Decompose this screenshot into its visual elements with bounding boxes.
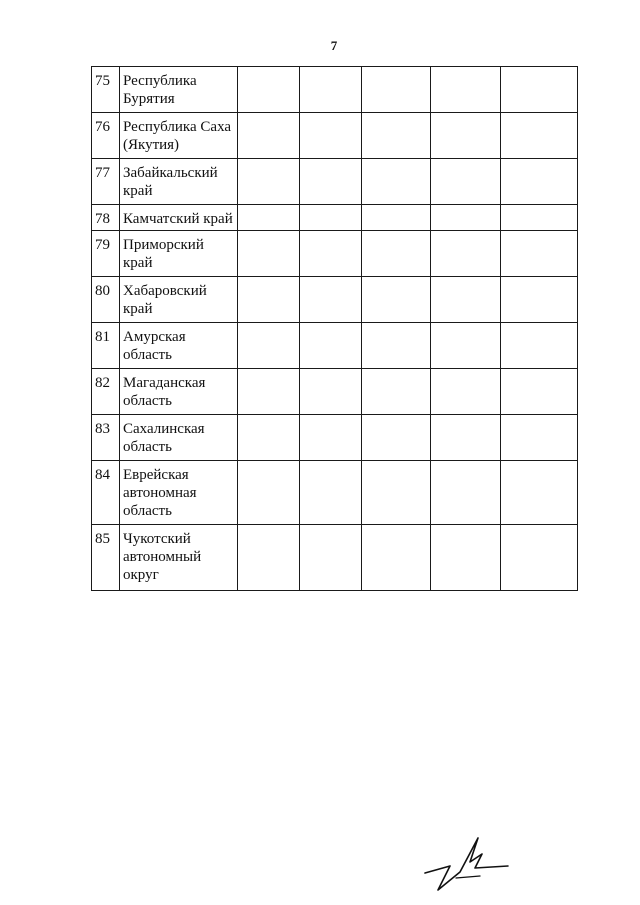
empty-cell <box>501 205 578 231</box>
region-name: Хабаровский край <box>120 277 238 323</box>
region-name: Республика Саха (Якутия) <box>120 113 238 159</box>
signature-image <box>420 828 520 898</box>
empty-cell <box>501 113 578 159</box>
empty-cell <box>362 67 431 113</box>
row-number: 76 <box>92 113 120 159</box>
region-name: Камчатский край <box>120 205 238 231</box>
table-row <box>92 231 578 277</box>
empty-cell <box>300 113 362 159</box>
table-row <box>92 323 578 369</box>
empty-cell <box>362 525 431 591</box>
table-row <box>92 277 578 323</box>
empty-cell <box>238 67 300 113</box>
row-number: 85 <box>92 525 120 591</box>
empty-cell <box>362 277 431 323</box>
row-number: 80 <box>92 277 120 323</box>
region-name: Приморский край <box>120 231 238 277</box>
region-name: Еврейская автономная область <box>120 461 238 525</box>
empty-cell <box>300 231 362 277</box>
row-number: 82 <box>92 369 120 415</box>
row-number: 78 <box>92 205 120 231</box>
table-row <box>92 67 578 113</box>
empty-cell <box>431 67 501 113</box>
empty-cell <box>431 205 501 231</box>
empty-cell <box>300 525 362 591</box>
empty-cell <box>300 323 362 369</box>
row-number: 79 <box>92 231 120 277</box>
empty-cell <box>238 205 300 231</box>
empty-cell <box>431 525 501 591</box>
empty-cell <box>501 159 578 205</box>
table-row <box>92 205 578 231</box>
empty-cell <box>238 277 300 323</box>
empty-cell <box>362 415 431 461</box>
row-number: 83 <box>92 415 120 461</box>
table-row <box>92 525 578 591</box>
region-name: Амурская область <box>120 323 238 369</box>
empty-cell <box>501 369 578 415</box>
empty-cell <box>238 525 300 591</box>
empty-cell <box>300 369 362 415</box>
empty-cell <box>300 159 362 205</box>
empty-cell <box>362 461 431 525</box>
empty-cell <box>362 369 431 415</box>
empty-cell <box>300 277 362 323</box>
empty-cell <box>501 461 578 525</box>
empty-cell <box>300 205 362 231</box>
row-number: 77 <box>92 159 120 205</box>
empty-cell <box>431 277 501 323</box>
empty-cell <box>238 461 300 525</box>
row-number: 75 <box>92 67 120 113</box>
empty-cell <box>431 461 501 525</box>
table-row <box>92 415 578 461</box>
empty-cell <box>238 231 300 277</box>
empty-cell <box>501 277 578 323</box>
empty-cell <box>362 113 431 159</box>
empty-cell <box>238 159 300 205</box>
empty-cell <box>238 369 300 415</box>
empty-cell <box>362 323 431 369</box>
empty-cell <box>501 323 578 369</box>
empty-cell <box>238 323 300 369</box>
empty-cell <box>501 415 578 461</box>
empty-cell <box>300 461 362 525</box>
region-name: Забайкальский край <box>120 159 238 205</box>
empty-cell <box>501 525 578 591</box>
empty-cell <box>431 415 501 461</box>
empty-cell <box>431 113 501 159</box>
table-row <box>92 159 578 205</box>
region-name: Чукотский автономный округ <box>120 525 238 591</box>
empty-cell <box>300 67 362 113</box>
empty-cell <box>300 415 362 461</box>
empty-cell <box>501 67 578 113</box>
empty-cell <box>238 415 300 461</box>
region-name: Магаданская область <box>120 369 238 415</box>
empty-cell <box>362 159 431 205</box>
region-name: Сахалинская область <box>120 415 238 461</box>
table-row <box>92 369 578 415</box>
table-row <box>92 461 578 525</box>
table-row <box>92 113 578 159</box>
empty-cell <box>238 113 300 159</box>
empty-cell <box>431 369 501 415</box>
empty-cell <box>431 159 501 205</box>
empty-cell <box>362 231 431 277</box>
empty-cell <box>362 205 431 231</box>
empty-cell <box>431 323 501 369</box>
row-number: 81 <box>92 323 120 369</box>
row-number: 84 <box>92 461 120 525</box>
regions-table <box>91 66 578 591</box>
page-number: 7 <box>330 38 338 53</box>
empty-cell <box>431 231 501 277</box>
empty-cell <box>501 231 578 277</box>
region-name: Республика Бурятия <box>120 67 238 113</box>
